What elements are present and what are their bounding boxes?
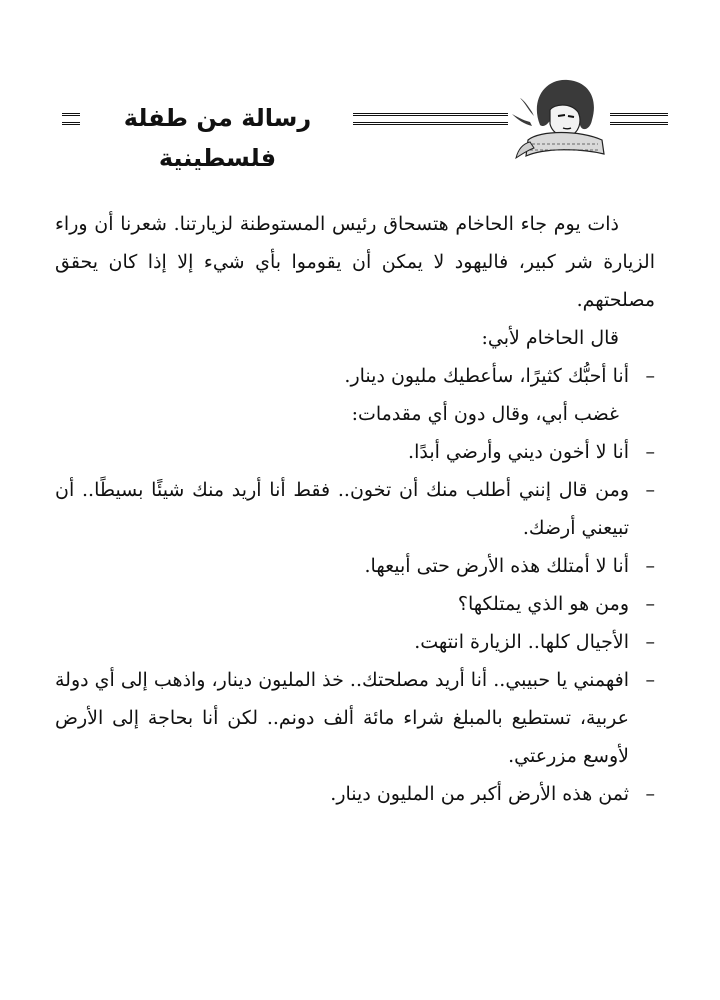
dialog-dash: –: [645, 441, 655, 463]
dialog-line: [55, 623, 655, 661]
dialog-text: الأجيال كلها.. الزيارة انتهت.: [414, 631, 629, 653]
dialog-line: [55, 433, 655, 471]
paragraph-intro: ذات يوم جاء الحاخام هتسحاق رئيس المستوطنة لزيارتنا. شعرنا أن وراء الزيارة شر كبير، فاليهود لا يمكن أن يقوموا بأي شيء إلا إذا كان يحقق مصلحتهم.: [55, 213, 655, 311]
dialog-text: ومن هو الذي يمتلكها؟: [457, 593, 629, 615]
dialog-line: [55, 471, 655, 547]
header-rule-right: [610, 113, 668, 125]
dialog-line: [55, 661, 655, 775]
girl-illustration: [510, 70, 610, 165]
dialog-dash: –: [645, 783, 655, 805]
dialog-dash: –: [645, 631, 655, 653]
dialog-line: [55, 547, 655, 585]
dialog-text: أنا أحبُّك كثيرًا، سأعطيك مليون دينار.: [344, 365, 629, 387]
dialog-text: أنا لا أخون ديني وأرضي أبدًا.: [408, 441, 629, 463]
paragraph-rabbi-said: قال الحاخام لأبي:: [481, 327, 619, 349]
dialog-text: أنا لا أمتلك هذه الأرض حتى أبيعها.: [364, 555, 629, 577]
dialog-line: [55, 585, 655, 623]
dialog-dash: –: [645, 479, 655, 501]
dialog-line: [55, 775, 655, 813]
dialog-line: [55, 357, 655, 395]
dialog-text: ثمن هذه الأرض أكبر من المليون دينار.: [330, 783, 629, 805]
header-rule-middle: [353, 113, 508, 125]
chapter-header: [0, 70, 720, 170]
chapter-title: رسالة من طفلة فلسطينية: [123, 104, 312, 172]
story-text: [55, 205, 655, 813]
paragraph-father-angry: غضب أبي، وقال دون أي مقدمات:: [351, 403, 619, 425]
dialog-dash: –: [645, 669, 655, 691]
header-rule-left: [62, 113, 80, 125]
dialog-dash: –: [645, 593, 655, 615]
dialog-dash: –: [645, 365, 655, 387]
dialog-text: ومن قال إنني أطلب منك أن تخون.. فقط أنا أريد منك شيئًا بسيطًا.. أن تبيعني أرضك.: [55, 479, 629, 539]
dialog-dash: –: [645, 555, 655, 577]
dialog-text: افهمني يا حبيبي.. أنا أريد مصلحتك.. خذ المليون دينار، واذهب إلى أي دولة عربية، تستطيع بالمبلغ شراء مائة ألف دونم.. لكن أنا بحاجة إلى الأرض لأوسع مزرعتي.: [55, 669, 629, 767]
